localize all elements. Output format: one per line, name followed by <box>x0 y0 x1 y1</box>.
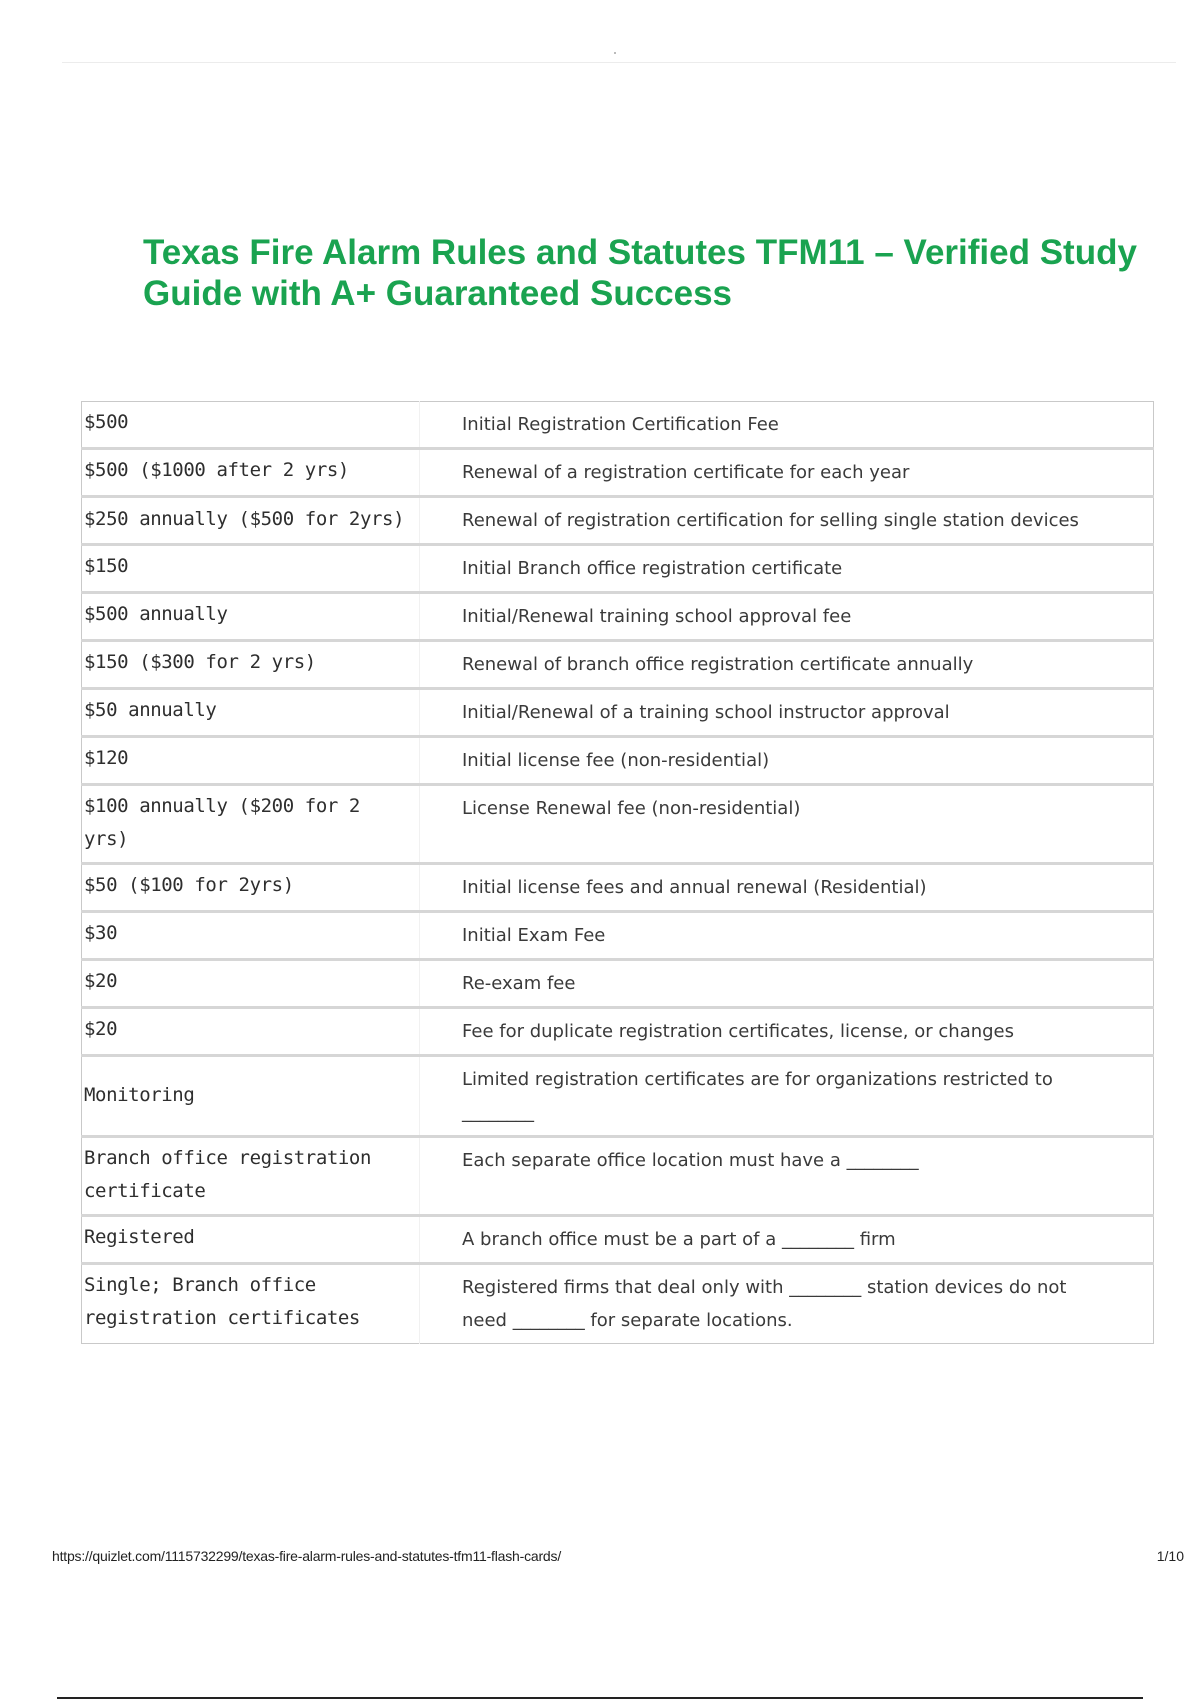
term-cell: $120 <box>82 737 420 785</box>
term-cell: Branch office registration certificate <box>82 1137 420 1216</box>
table-row <box>82 1056 1154 1137</box>
table-row <box>82 737 1154 785</box>
definition-cell: Each separate office location must have a ________ <box>420 1137 1154 1216</box>
page-bottom-rule <box>57 1697 1143 1699</box>
table-row <box>82 1008 1154 1056</box>
definition-cell: Registered firms that deal only with ________ station devices do not need ________ for separate locations. <box>420 1264 1154 1344</box>
term-cell: $20 <box>82 1008 420 1056</box>
term-cell: $150 <box>82 545 420 593</box>
term-cell: $20 <box>82 960 420 1008</box>
page-number: 1/10 <box>1156 1548 1184 1564</box>
table-row <box>82 593 1154 641</box>
term-cell: $500 annually <box>82 593 420 641</box>
term-cell: $250 annually ($500 for 2yrs) <box>82 497 420 545</box>
term-cell: $50 annually <box>82 689 420 737</box>
definition-cell: Re-exam fee <box>420 960 1154 1008</box>
table-row <box>82 785 1154 864</box>
term-cell: $30 <box>82 912 420 960</box>
definition-cell: Fee for duplicate registration certificates, license, or changes <box>420 1008 1154 1056</box>
term-cell: $50 ($100 for 2yrs) <box>82 864 420 912</box>
definition-cell: Limited registration certificates are for organizations restricted to ________ <box>420 1056 1154 1137</box>
definition-cell: Initial license fees and annual renewal (Residential) <box>420 864 1154 912</box>
header-divider <box>62 62 1176 63</box>
definition-cell: Initial license fee (non-residential) <box>420 737 1154 785</box>
definition-cell: Initial Exam Fee <box>420 912 1154 960</box>
table-row <box>82 497 1154 545</box>
table-row <box>82 960 1154 1008</box>
table-row <box>82 689 1154 737</box>
definition-cell: Initial Registration Certification Fee <box>462 414 779 435</box>
term-cell: $100 annually ($200 for 2 yrs) <box>82 785 420 864</box>
source-url-link[interactable]: https://quizlet.com/1115732299/texas-fire-alarm-rules-and-statutes-tfm11-flash-cards/ <box>52 1548 562 1564</box>
table-row <box>82 641 1154 689</box>
document-title <box>143 232 1183 314</box>
table-row <box>82 1216 1154 1264</box>
definition-cell: License Renewal fee (non-residential) <box>420 785 1154 864</box>
definition-cell: Renewal of branch office registration certificate annually <box>420 641 1154 689</box>
term-cell: $500 <box>82 402 420 449</box>
table-row <box>82 545 1154 593</box>
term-cell: $150 ($300 for 2 yrs) <box>82 641 420 689</box>
table-row <box>82 912 1154 960</box>
table-row <box>82 402 1154 449</box>
definition-cell: Initial/Renewal of a training school instructor approval <box>420 689 1154 737</box>
header-mark <box>614 52 616 54</box>
term-cell: Single; Branch office registration certificates <box>82 1264 420 1344</box>
table-row <box>82 1264 1154 1344</box>
term-cell: Registered <box>82 1216 420 1264</box>
definition-cell: Renewal of registration certification for selling single station devices <box>420 497 1154 545</box>
table-row <box>82 864 1154 912</box>
definition-cell: Renewal of a registration certificate for each year <box>420 449 1154 497</box>
title-line-1: Texas Fire Alarm Rules and Statutes TFM11 – Verified Study <box>143 233 1137 272</box>
term-cell: Monitoring <box>82 1056 420 1137</box>
title-line-2: Guide with A+ Guaranteed Success <box>143 274 733 313</box>
definition-cell: A branch office must be a part of a ________ firm <box>420 1216 1154 1264</box>
term-cell: $500 ($1000 after 2 yrs) <box>82 449 420 497</box>
table-row <box>82 449 1154 497</box>
flashcard-table <box>81 401 1154 1344</box>
table-row <box>82 1137 1154 1216</box>
definition-cell: Initial Branch office registration certificate <box>420 545 1154 593</box>
definition-cell: Initial/Renewal training school approval fee <box>420 593 1154 641</box>
